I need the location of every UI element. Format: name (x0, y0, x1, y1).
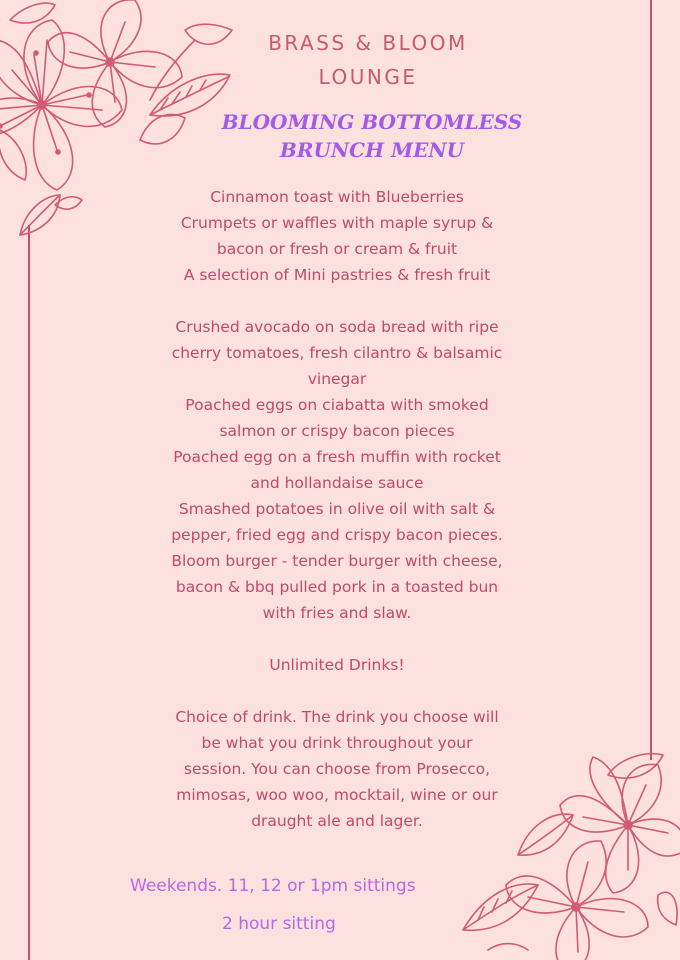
menu-line: A selection of Mini pastries & fresh fruit (183, 266, 491, 284)
menu-line: Crumpets or waffles with maple syrup & (180, 214, 494, 232)
left-border-line (28, 225, 30, 960)
menu-line: Bloom burger - tender burger with cheese, (171, 552, 503, 570)
menu-line: vinegar (307, 370, 367, 388)
menu-line: with fries and slaw. (262, 604, 412, 622)
menu-subtitle-line1: BLOOMING BOTTOMLESS (221, 110, 523, 134)
menu-line: cherry tomatoes, fresh cilantro & balsamic (171, 344, 503, 362)
sitting-duration: 2 hour sitting (222, 914, 336, 934)
menu-body (150, 184, 524, 834)
flower-lower (506, 841, 648, 960)
sitting-times: Weekends. 11, 12 or 1pm sittings (130, 876, 416, 896)
menu-line: Poached eggs on ciabatta with smoked (185, 396, 489, 414)
spacer (150, 626, 524, 652)
menu-line: and hollandaise sauce (250, 474, 424, 492)
menu-line: Poached egg on a fresh muffin with rocket (173, 448, 501, 466)
spacer (150, 678, 524, 704)
menu-line: Cinnamon toast with Blueberries (210, 188, 464, 206)
drinks-heading: Unlimited Drinks! (269, 656, 405, 674)
venue-title (200, 26, 536, 94)
right-border-line (650, 0, 652, 760)
drinks-line: be what you drink throughout your (201, 734, 473, 752)
drinks-line: session. You can choose from Prosecco, (183, 760, 491, 778)
drinks-line: mimosas, woo woo, mocktail, wine or our (176, 786, 498, 804)
menu-line: Crushed avocado on soda bread with ripe (175, 318, 499, 336)
venue-title-line1: BRASS & BLOOM (268, 31, 468, 55)
menu-line: pepper, fried egg and crispy bacon pieces. (171, 526, 503, 544)
drinks-line: draught ale and lager. (251, 812, 423, 830)
menu-subtitle-line2: BRUNCH MENU (279, 138, 465, 162)
menu-subtitle (202, 108, 542, 164)
spacer (150, 288, 524, 314)
menu-line: bacon or fresh or cream & fruit (216, 240, 458, 258)
menu-line: Smashed potatoes in olive oil with salt & (178, 500, 496, 518)
menu-line: bacon & bbq pulled pork in a toasted bun (175, 578, 499, 596)
menu-line: salmon or crispy bacon pieces (219, 422, 455, 440)
drinks-line: Choice of drink. The drink you choose will (175, 708, 499, 726)
venue-title-line2: LOUNGE (318, 65, 418, 89)
